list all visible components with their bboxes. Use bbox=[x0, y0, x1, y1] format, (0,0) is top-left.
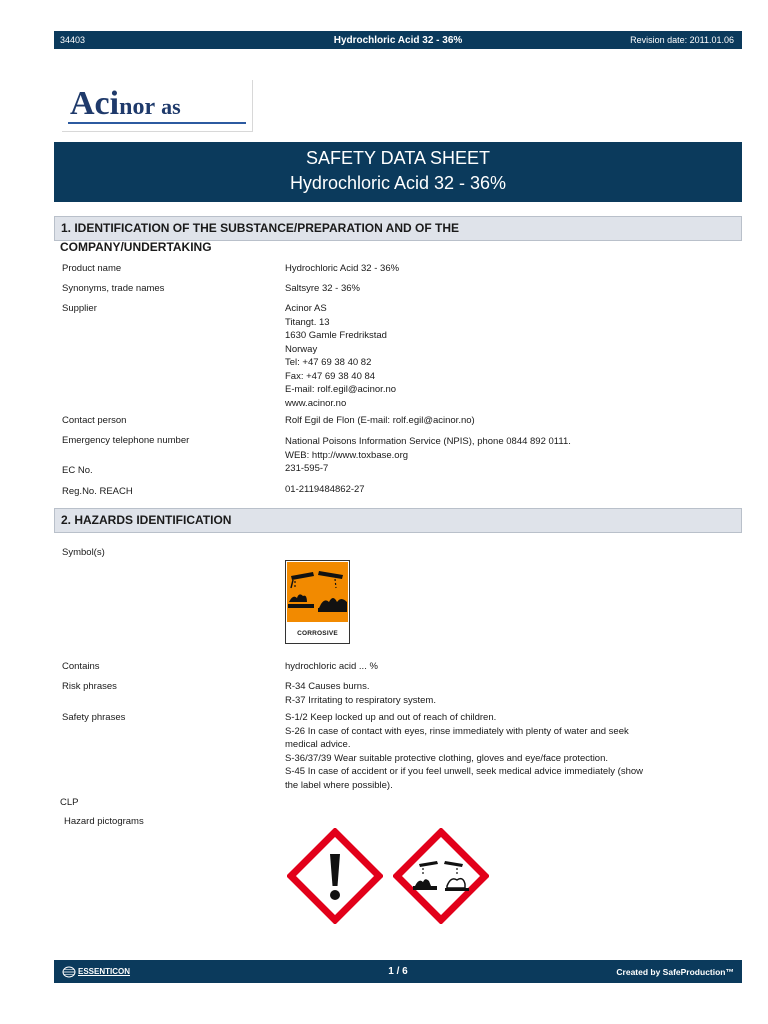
essenticon-label: ESSENTICON bbox=[78, 967, 131, 976]
corrosive-caption: CORROSIVE bbox=[297, 630, 338, 637]
page-indicator: 1 / 6 bbox=[388, 966, 408, 977]
corrosive-symbol bbox=[285, 560, 350, 644]
supplier-value bbox=[285, 302, 735, 410]
risk-value bbox=[285, 680, 735, 707]
symbols-label: Symbol(s) bbox=[62, 547, 105, 558]
banner-product-title: Hydrochloric Acid 32 - 36% bbox=[289, 173, 507, 193]
risk-line: R-34 Causes burns. bbox=[285, 681, 370, 692]
supplier-line: E-mail: rolf.egil@acinor.no bbox=[285, 384, 397, 395]
emergency-value bbox=[285, 435, 735, 462]
globe-icon bbox=[62, 966, 76, 978]
section-1-heading: 1. IDENTIFICATION OF THE SUBSTANCE/PREPARATION AND OF THE bbox=[54, 216, 742, 241]
section-2-heading: 2. HAZARDS IDENTIFICATION bbox=[54, 508, 742, 533]
ec-label: EC No. bbox=[62, 465, 93, 476]
header-product-title: Hydrochloric Acid 32 - 36% bbox=[333, 34, 463, 46]
title-banner bbox=[54, 142, 742, 202]
supplier-label: Supplier bbox=[62, 303, 97, 314]
safety-line: S-36/37/39 Wear suitable protective clothing, gloves and eye/face protection. bbox=[285, 752, 609, 764]
emergency-label: Emergency telephone number bbox=[62, 435, 190, 446]
corrosive-orange-panel bbox=[287, 562, 348, 622]
logo-nor: nor bbox=[119, 94, 156, 120]
reach-value: 01-2119484862-27 bbox=[285, 484, 365, 495]
risk-line: R-37 Irritating to respiratory system. bbox=[285, 694, 436, 706]
reach-label: Reg.No. REACH bbox=[62, 486, 133, 497]
logo-wordmark bbox=[70, 85, 181, 123]
essenticon-brand[interactable] bbox=[62, 966, 130, 978]
contact-value: Rolf Egil de Flon (E-mail: rolf.egil@acinor.no) bbox=[285, 415, 475, 426]
risk-label: Risk phrases bbox=[62, 681, 117, 692]
safety-label: Safety phrases bbox=[62, 712, 126, 723]
ec-value: 231-595-7 bbox=[285, 463, 329, 474]
pictograms-label: Hazard pictograms bbox=[64, 816, 144, 827]
safety-line: medical advice. bbox=[285, 739, 351, 750]
footer-bar bbox=[54, 960, 742, 983]
supplier-line: Fax: +47 69 38 40 84 bbox=[285, 370, 376, 382]
safety-line: S-26 In case of contact with eyes, rinse immediately with plenty of water and seek bbox=[285, 725, 629, 737]
supplier-line: www.acinor.no bbox=[285, 397, 347, 409]
emergency-line: WEB: http://www.toxbase.org bbox=[285, 449, 409, 461]
supplier-line: Tel: +47 69 38 40 82 bbox=[285, 357, 372, 368]
ghs-corrosion-icon bbox=[393, 828, 489, 924]
document-number: 34403 bbox=[60, 35, 86, 45]
logo-underline bbox=[68, 122, 246, 124]
created-by: Created by SafeProduction™ bbox=[616, 966, 734, 977]
exclamation-mark-icon bbox=[287, 828, 383, 924]
supplier-line: 1630 Gamle Fredrikstad bbox=[285, 330, 387, 341]
safety-value bbox=[285, 711, 735, 792]
synonyms-value: Saltsyre 32 - 36% bbox=[285, 283, 360, 294]
supplier-line: Titangt. 13 bbox=[285, 316, 330, 328]
safety-line: S-1/2 Keep locked up and out of reach of children. bbox=[285, 712, 497, 723]
product-name-label: Product name bbox=[62, 263, 122, 274]
safety-line: the label where possible). bbox=[285, 779, 393, 791]
corrosive-icon bbox=[287, 562, 348, 622]
product-name-value: Hydrochloric Acid 32 - 36% bbox=[285, 263, 400, 274]
contains-value: hydrochloric acid ... % bbox=[285, 661, 378, 672]
clp-label: CLP bbox=[60, 797, 79, 808]
section-1-heading-cont: COMPANY/UNDERTAKING bbox=[60, 240, 212, 254]
safety-line: S-45 In case of accident or if you feel unwell, seek medical advice immediately (show bbox=[285, 766, 644, 777]
top-header-bar bbox=[54, 31, 742, 49]
acinor-logo bbox=[62, 80, 253, 132]
logo-as: as bbox=[161, 94, 181, 119]
banner-sds-title: SAFETY DATA SHEET bbox=[305, 148, 491, 168]
contains-label: Contains bbox=[62, 661, 100, 672]
logo-aci: Aci bbox=[70, 85, 120, 122]
contact-label: Contact person bbox=[62, 415, 127, 426]
emergency-line: National Poisons Information Service (NPIS), phone 0844 892 0111. bbox=[285, 436, 571, 447]
revision-date: Revision date: 2011.01.06 bbox=[630, 35, 734, 45]
supplier-line: Norway bbox=[285, 343, 318, 355]
supplier-line: Acinor AS bbox=[285, 303, 327, 314]
synonyms-label: Synonyms, trade names bbox=[62, 283, 165, 294]
